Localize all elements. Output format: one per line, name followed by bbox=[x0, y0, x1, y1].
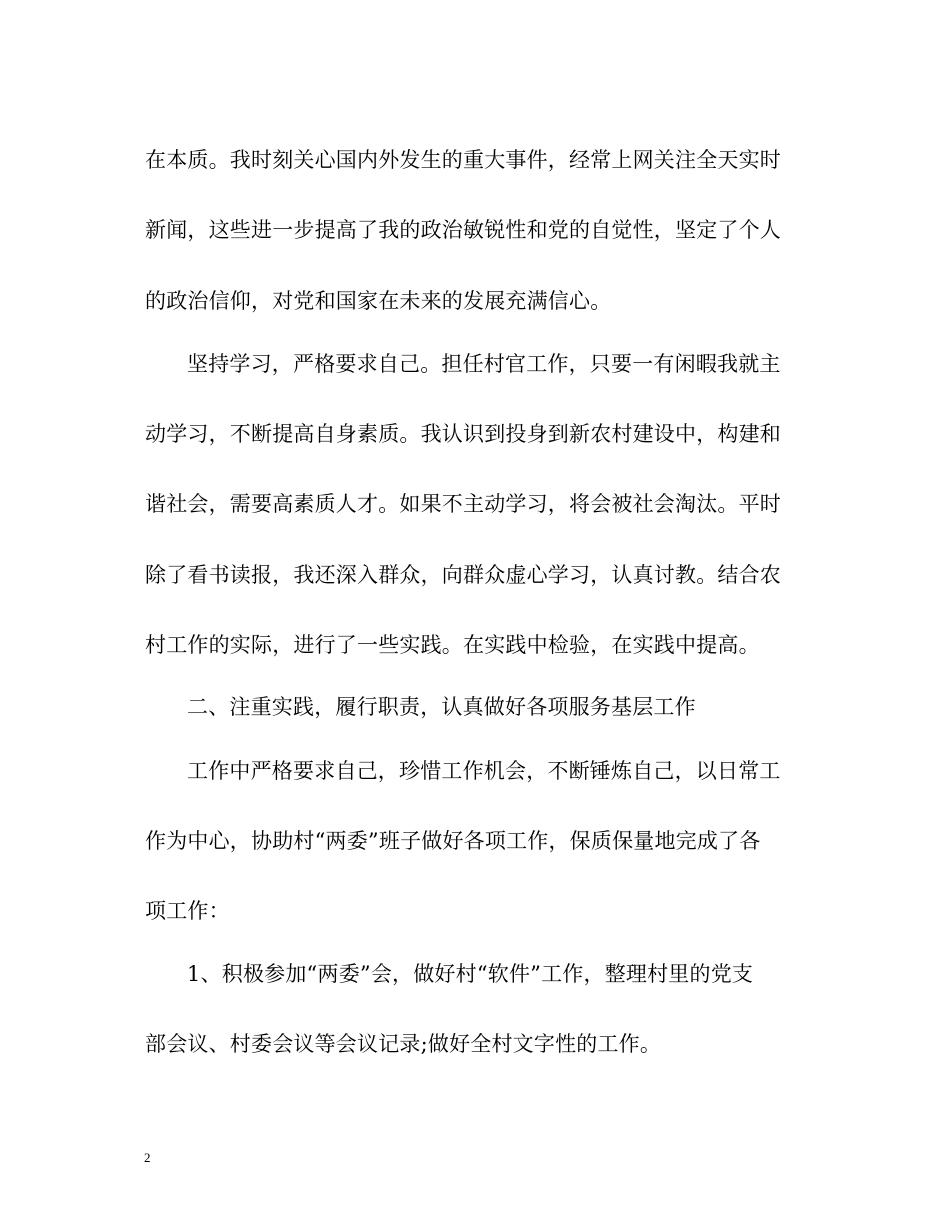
paragraph-line: 新闻，这些进一步提高了我的政治敏锐性和党的自觉性，坚定了个人 bbox=[145, 218, 781, 242]
paragraph-line: 村工作的实际，进行了一些实践。在实践中检验，在实践中提高。 bbox=[145, 633, 760, 657]
paragraph-line: 项工作： bbox=[145, 899, 230, 923]
paragraph-line: 工作中严格要求自己，珍惜工作机会，不断锤炼自己，以日常工 bbox=[187, 759, 781, 783]
paragraph-line: 的政治信仰，对党和国家在未来的发展充满信心。 bbox=[145, 289, 612, 313]
paragraph-line: 在本质。我时刻关心国内外发生的重大事件，经常上网关注全天实时 bbox=[145, 148, 781, 172]
list-item-line: 部会议、村委会议等会议记录;做好全村文字性的工作。 bbox=[145, 1032, 662, 1056]
page-number: 2 bbox=[144, 1150, 151, 1165]
paragraph-line: 谐社会，需要高素质人才。如果不主动学习，将会被社会淘汰。平时 bbox=[145, 492, 781, 516]
paragraph-line: 作为中心，协助村“两委”班子做好各项工作，保质保量地完成了各 bbox=[145, 829, 761, 853]
list-item-line: 1、积极参加“两委”会，做好村“软件”工作，整理村里的党支 bbox=[187, 962, 754, 986]
paragraph-line: 坚持学习，严格要求自己。担任村官工作，只要一有闲暇我就主 bbox=[187, 352, 781, 376]
section-heading: 二、注重实践，履行职责，认真做好各项服务基层工作 bbox=[187, 695, 696, 719]
paragraph-line: 除了看书读报，我还深入群众，向群众虚心学习，认真讨教。结合农 bbox=[145, 563, 781, 587]
paragraph-line: 动学习，不断提高自身素质。我认识到投身到新农村建设中，构建和 bbox=[145, 422, 781, 446]
